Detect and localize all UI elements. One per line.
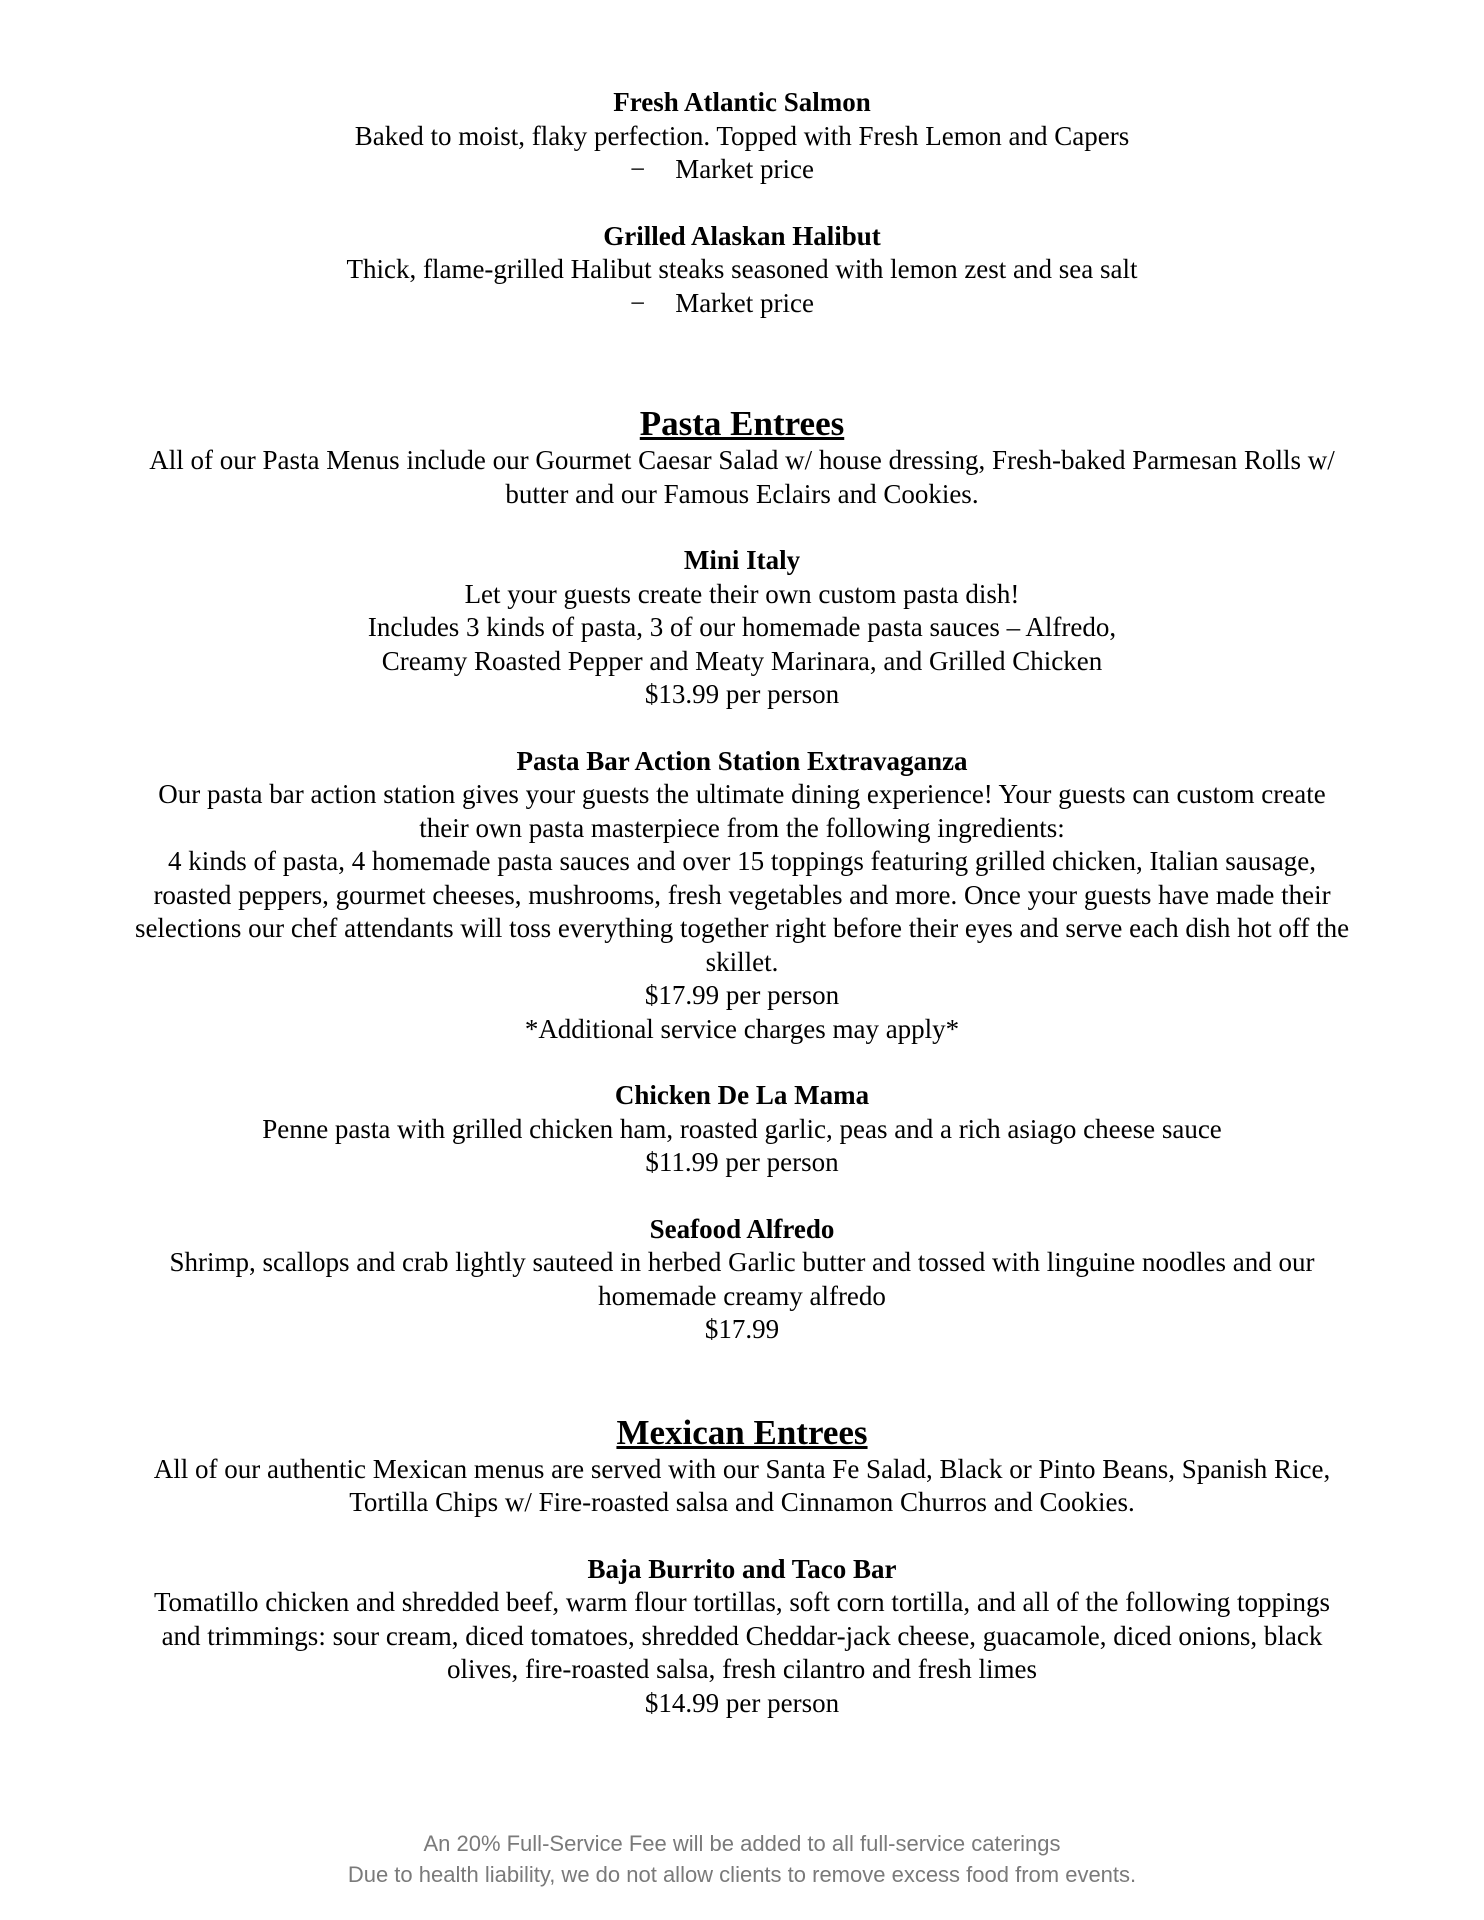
page-footer [0, 1828, 1484, 1890]
menu-item-pasta-bar [80, 745, 1404, 1047]
section-intro-line: butter and our Famous Eclairs and Cookies. [505, 478, 979, 509]
menu-content [80, 86, 1404, 1720]
item-title: Seafood Alfredo [649, 1213, 835, 1244]
item-title: Mini Italy [683, 545, 801, 575]
item-line: Our pasta bar action station gives your guests the ultimate dining experience! Your guests can custom create [158, 779, 1326, 809]
item-line: their own pasta masterpiece from the following ingredients: [419, 812, 1065, 843]
item-price: Market price [675, 154, 814, 184]
item-title: Baja Burrito and Taco Bar [587, 1553, 897, 1584]
menu-item-salmon [80, 86, 1404, 187]
item-line: Let your guests create their own custom pasta dish! [464, 578, 1020, 609]
item-line: selections our chef attendants will toss everything together right before their eyes and serve each dish hot off the [134, 913, 1350, 943]
section-intro-line: All of our Pasta Menus include our Gourmet Caesar Salad w/ house dressing, Fresh-baked Parmesan Rolls w/ [149, 445, 1335, 475]
menu-item-baja-burrito [80, 1553, 1404, 1721]
menu-item-seafood-alfredo [80, 1213, 1404, 1347]
footer-fee-note: An 20% Full-Service Fee will be added to all full-service caterings [423, 1831, 1061, 1856]
section-mexican [80, 1413, 1404, 1721]
item-description: Thick, flame-grilled Halibut steaks seasoned with lemon zest and sea salt [346, 254, 1138, 284]
item-line: roasted peppers, gourmet cheeses, mushrooms, fresh vegetables and more. Once your guests have made their [153, 879, 1331, 910]
section-intro-line: Tortilla Chips w/ Fire-roasted salsa and Cinnamon Churros and Cookies. [349, 1487, 1135, 1517]
item-line: Shrimp, scallops and crab lightly sauteed in herbed Garlic butter and tossed with linguine noodles and our [169, 1247, 1315, 1277]
item-price-line [80, 287, 1404, 321]
section-pasta [80, 404, 1404, 1347]
item-note: *Additional service charges may apply* [524, 1013, 960, 1044]
item-title: Chicken De La Mama [614, 1080, 870, 1110]
item-line: Tomatillo chicken and shredded beef, warm flour tortillas, soft corn tortilla, and all of the following toppings [153, 1587, 1331, 1617]
item-title: Grilled Alaskan Halibut [603, 220, 881, 251]
section-title: Pasta Entrees [639, 404, 845, 443]
item-line: 4 kinds of pasta, 4 homemade pasta sauces and over 15 toppings featuring grilled chicken, Italian sausage, [168, 846, 1316, 876]
item-price: $17.99 per person [644, 980, 840, 1010]
item-line: Includes 3 kinds of pasta, 3 of our homemade pasta sauces – Alfredo, [367, 612, 1117, 642]
item-title: Fresh Atlantic Salmon [613, 87, 871, 117]
menu-item-halibut [80, 220, 1404, 321]
dash-bullet: − [630, 287, 646, 318]
item-line: olives, fire-roasted salsa, fresh cilantro and fresh limes [446, 1654, 1038, 1684]
item-price-line [80, 153, 1404, 187]
item-title: Pasta Bar Action Station Extravaganza [516, 745, 968, 776]
footer-liability-note: Due to health liability, we do not allow clients to remove excess food from events. [347, 1862, 1137, 1887]
dash-bullet: − [630, 154, 646, 184]
item-line: skillet. [705, 946, 779, 977]
item-price: $17.99 [704, 1314, 780, 1344]
section-intro-line: All of our authentic Mexican menus are served with our Santa Fe Salad, Black or Pinto Beans, Spanish Rice, [153, 1453, 1331, 1484]
item-line: homemade creamy alfredo [598, 1280, 886, 1311]
item-price: Market price [675, 287, 814, 318]
menu-item-mini-italy [80, 544, 1404, 712]
item-price: $14.99 per person [644, 1687, 840, 1718]
item-line: and trimmings: sour cream, diced tomatoes, shredded Cheddar-jack cheese, guacamole, diced onions, black [161, 1620, 1323, 1651]
item-line: Penne pasta with grilled chicken ham, roasted garlic, peas and a rich asiago cheese sauce [262, 1113, 1222, 1144]
menu-item-chicken-de-la-mama [80, 1079, 1404, 1180]
item-price: $11.99 per person [645, 1147, 839, 1177]
item-description: Baked to moist, flaky perfection. Topped with Fresh Lemon and Capers [354, 120, 1130, 151]
section-title: Mexican Entrees [616, 1412, 868, 1452]
item-price: $13.99 per person [644, 679, 840, 709]
item-line: Creamy Roasted Pepper and Meaty Marinara, and Grilled Chicken [381, 645, 1103, 676]
